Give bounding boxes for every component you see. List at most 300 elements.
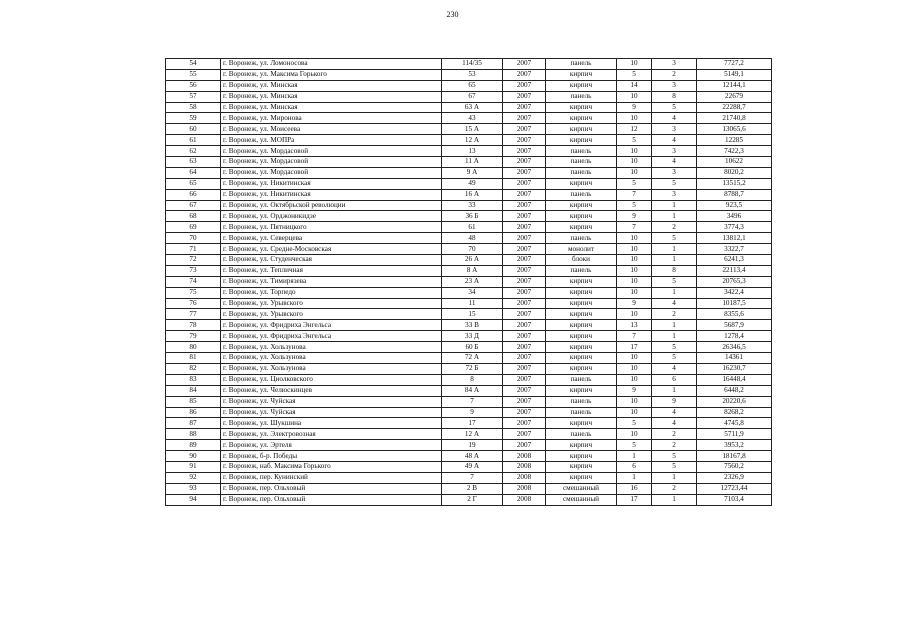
house-number-cell: 36 Б xyxy=(442,211,503,222)
table-row xyxy=(166,309,772,320)
table-row xyxy=(166,135,772,146)
entrances-cell: 1 xyxy=(652,200,697,211)
house-number-cell: 114/35 xyxy=(442,59,503,70)
row-number-cell: 84 xyxy=(166,385,221,396)
address-cell: г. Воронеж, ул. Никитинская xyxy=(221,178,442,189)
year-cell: 2007 xyxy=(503,102,546,113)
row-number-cell: 64 xyxy=(166,167,221,178)
address-cell: г. Воронеж, ул. Орджоникидзе xyxy=(221,211,442,222)
house-number-cell: 16 А xyxy=(442,189,503,200)
table-row xyxy=(166,374,772,385)
address-cell: г. Воронеж, ул. Ломоносова xyxy=(221,59,442,70)
address-cell: г. Воронеж, ул. Мордасовой xyxy=(221,167,442,178)
year-cell: 2007 xyxy=(503,363,546,374)
entrances-cell: 6 xyxy=(652,374,697,385)
wall-material-cell: кирпич xyxy=(546,124,617,135)
row-number-cell: 75 xyxy=(166,287,221,298)
entrances-cell: 3 xyxy=(652,124,697,135)
floors-cell: 13 xyxy=(617,320,652,331)
wall-material-cell: кирпич xyxy=(546,178,617,189)
house-number-cell: 67 xyxy=(442,91,503,102)
house-number-cell: 26 А xyxy=(442,255,503,266)
row-number-cell: 92 xyxy=(166,472,221,483)
year-cell: 2007 xyxy=(503,265,546,276)
floors-cell: 9 xyxy=(617,298,652,309)
row-number-cell: 59 xyxy=(166,113,221,124)
floors-cell: 5 xyxy=(617,418,652,429)
year-cell: 2007 xyxy=(503,418,546,429)
house-number-cell: 49 А xyxy=(442,461,503,472)
area-cell: 923,5 xyxy=(697,200,772,211)
entrances-cell: 5 xyxy=(652,233,697,244)
floors-cell: 10 xyxy=(617,407,652,418)
address-cell: г. Воронеж, ул. Челюскинцев xyxy=(221,385,442,396)
house-number-cell: 19 xyxy=(442,440,503,451)
area-cell: 8355,6 xyxy=(697,309,772,320)
table-row xyxy=(166,396,772,407)
row-number-cell: 62 xyxy=(166,146,221,157)
area-cell: 10187,5 xyxy=(697,298,772,309)
wall-material-cell: панель xyxy=(546,59,617,70)
house-number-cell: 23 А xyxy=(442,276,503,287)
house-number-cell: 15 xyxy=(442,309,503,320)
table-row xyxy=(166,167,772,178)
address-cell: г. Воронеж, ул. Циолковского xyxy=(221,374,442,385)
house-number-cell: 48 xyxy=(442,233,503,244)
entrances-cell: 1 xyxy=(652,255,697,266)
entrances-cell: 4 xyxy=(652,418,697,429)
entrances-cell: 3 xyxy=(652,80,697,91)
floors-cell: 10 xyxy=(617,167,652,178)
address-cell: г. Воронеж, ул. МОПРа xyxy=(221,135,442,146)
table-row xyxy=(166,113,772,124)
year-cell: 2007 xyxy=(503,353,546,364)
table-row xyxy=(166,331,772,342)
house-number-cell: 63 А xyxy=(442,102,503,113)
entrances-cell: 1 xyxy=(652,472,697,483)
entrances-cell: 5 xyxy=(652,461,697,472)
house-number-cell: 9 А xyxy=(442,167,503,178)
floors-cell: 10 xyxy=(617,265,652,276)
table-row xyxy=(166,418,772,429)
area-cell: 5711,9 xyxy=(697,429,772,440)
entrances-cell: 2 xyxy=(652,429,697,440)
row-number-cell: 55 xyxy=(166,69,221,80)
year-cell: 2007 xyxy=(503,342,546,353)
house-number-cell: 34 xyxy=(442,287,503,298)
area-cell: 22288,7 xyxy=(697,102,772,113)
entrances-cell: 1 xyxy=(652,320,697,331)
row-number-cell: 89 xyxy=(166,440,221,451)
address-cell: г. Воронеж, ул. Тепличная xyxy=(221,265,442,276)
address-cell: г. Воронеж, ул. Мордасовой xyxy=(221,157,442,168)
house-number-cell: 7 xyxy=(442,472,503,483)
table-row xyxy=(166,342,772,353)
row-number-cell: 91 xyxy=(166,461,221,472)
house-number-cell: 8 А xyxy=(442,265,503,276)
area-cell: 16230,7 xyxy=(697,363,772,374)
house-number-cell: 15 А xyxy=(442,124,503,135)
row-number-cell: 57 xyxy=(166,91,221,102)
table-row xyxy=(166,320,772,331)
entrances-cell: 5 xyxy=(652,178,697,189)
floors-cell: 7 xyxy=(617,222,652,233)
floors-cell: 10 xyxy=(617,396,652,407)
floors-cell: 1 xyxy=(617,451,652,462)
area-cell: 12285 xyxy=(697,135,772,146)
row-number-cell: 93 xyxy=(166,483,221,494)
floors-cell: 16 xyxy=(617,483,652,494)
year-cell: 2007 xyxy=(503,276,546,287)
area-cell: 6448,2 xyxy=(697,385,772,396)
address-cell: г. Воронеж, ул. Хользунова xyxy=(221,353,442,364)
area-cell: 4745,8 xyxy=(697,418,772,429)
wall-material-cell: панель xyxy=(546,91,617,102)
area-cell: 13812,1 xyxy=(697,233,772,244)
floors-cell: 5 xyxy=(617,200,652,211)
entrances-cell: 8 xyxy=(652,265,697,276)
year-cell: 2007 xyxy=(503,244,546,255)
address-cell: г. Воронеж, ул. Урывского xyxy=(221,298,442,309)
house-number-cell: 7 xyxy=(442,396,503,407)
row-number-cell: 66 xyxy=(166,189,221,200)
address-cell: г. Воронеж, ул. Чуйская xyxy=(221,396,442,407)
floors-cell: 10 xyxy=(617,146,652,157)
house-number-cell: 60 Б xyxy=(442,342,503,353)
entrances-cell: 1 xyxy=(652,244,697,255)
year-cell: 2008 xyxy=(503,451,546,462)
house-number-cell: 65 xyxy=(442,80,503,91)
table-row xyxy=(166,244,772,255)
address-cell: г. Воронеж, ул. Пятницкого xyxy=(221,222,442,233)
address-cell: г. Воронеж, ул. Электровозная xyxy=(221,429,442,440)
area-cell: 1278,4 xyxy=(697,331,772,342)
row-number-cell: 73 xyxy=(166,265,221,276)
area-cell: 13065,6 xyxy=(697,124,772,135)
area-cell: 8020,2 xyxy=(697,167,772,178)
floors-cell: 10 xyxy=(617,429,652,440)
entrances-cell: 1 xyxy=(652,385,697,396)
address-cell: г. Воронеж, ул. Никитинская xyxy=(221,189,442,200)
area-cell: 7422,3 xyxy=(697,146,772,157)
address-cell: г. Воронеж, ул. Хользунова xyxy=(221,363,442,374)
year-cell: 2008 xyxy=(503,494,546,505)
wall-material-cell: панель xyxy=(546,189,617,200)
house-number-cell: 61 xyxy=(442,222,503,233)
table-row xyxy=(166,472,772,483)
wall-material-cell: монолит xyxy=(546,244,617,255)
address-cell: г. Воронеж, ул. Хользунова xyxy=(221,342,442,353)
row-number-cell: 69 xyxy=(166,222,221,233)
wall-material-cell: кирпич xyxy=(546,80,617,91)
area-cell: 26346,5 xyxy=(697,342,772,353)
house-number-cell: 49 xyxy=(442,178,503,189)
year-cell: 2007 xyxy=(503,178,546,189)
housing-register-table xyxy=(165,58,772,506)
year-cell: 2007 xyxy=(503,385,546,396)
house-number-cell: 2 Г xyxy=(442,494,503,505)
address-cell: г. Воронеж, наб. Максима Горького xyxy=(221,461,442,472)
floors-cell: 5 xyxy=(617,178,652,189)
row-number-cell: 88 xyxy=(166,429,221,440)
address-cell: г. Воронеж, ул. Тимирязева xyxy=(221,276,442,287)
address-cell: г. Воронеж, ул. Урывского xyxy=(221,309,442,320)
entrances-cell: 1 xyxy=(652,287,697,298)
table-row xyxy=(166,146,772,157)
address-cell: г. Воронеж, ул. Моисеева xyxy=(221,124,442,135)
entrances-cell: 2 xyxy=(652,222,697,233)
wall-material-cell: кирпич xyxy=(546,211,617,222)
house-number-cell: 84 А xyxy=(442,385,503,396)
year-cell: 2007 xyxy=(503,80,546,91)
entrances-cell: 2 xyxy=(652,309,697,320)
row-number-cell: 85 xyxy=(166,396,221,407)
address-cell: г. Воронеж, ул. Шукшина xyxy=(221,418,442,429)
floors-cell: 10 xyxy=(617,157,652,168)
area-cell: 12723,44 xyxy=(697,483,772,494)
entrances-cell: 5 xyxy=(652,342,697,353)
year-cell: 2008 xyxy=(503,472,546,483)
entrances-cell: 3 xyxy=(652,189,697,200)
address-cell: г. Воронеж, пер. Ольховый xyxy=(221,483,442,494)
year-cell: 2008 xyxy=(503,483,546,494)
row-number-cell: 87 xyxy=(166,418,221,429)
table-row xyxy=(166,363,772,374)
row-number-cell: 65 xyxy=(166,178,221,189)
area-cell: 5149,1 xyxy=(697,69,772,80)
wall-material-cell: кирпич xyxy=(546,320,617,331)
wall-material-cell: блоки xyxy=(546,255,617,266)
year-cell: 2007 xyxy=(503,167,546,178)
year-cell: 2007 xyxy=(503,135,546,146)
area-cell: 5687,9 xyxy=(697,320,772,331)
area-cell: 14361 xyxy=(697,353,772,364)
floors-cell: 10 xyxy=(617,59,652,70)
entrances-cell: 1 xyxy=(652,494,697,505)
wall-material-cell: панель xyxy=(546,157,617,168)
address-cell: г. Воронеж, пер. Ольховый xyxy=(221,494,442,505)
year-cell: 2007 xyxy=(503,59,546,70)
house-number-cell: 33 В xyxy=(442,320,503,331)
floors-cell: 10 xyxy=(617,276,652,287)
wall-material-cell: кирпич xyxy=(546,309,617,320)
table-row xyxy=(166,385,772,396)
wall-material-cell: кирпич xyxy=(546,440,617,451)
wall-material-cell: кирпич xyxy=(546,276,617,287)
floors-cell: 7 xyxy=(617,331,652,342)
address-cell: г. Воронеж, ул. Минская xyxy=(221,91,442,102)
house-number-cell: 72 А xyxy=(442,353,503,364)
year-cell: 2007 xyxy=(503,320,546,331)
table-row xyxy=(166,233,772,244)
row-number-cell: 54 xyxy=(166,59,221,70)
table-row xyxy=(166,157,772,168)
row-number-cell: 71 xyxy=(166,244,221,255)
table-row xyxy=(166,178,772,189)
area-cell: 20220,6 xyxy=(697,396,772,407)
entrances-cell: 2 xyxy=(652,440,697,451)
entrances-cell: 5 xyxy=(652,353,697,364)
year-cell: 2007 xyxy=(503,309,546,320)
year-cell: 2007 xyxy=(503,211,546,222)
area-cell: 7560,2 xyxy=(697,461,772,472)
house-number-cell: 70 xyxy=(442,244,503,255)
house-number-cell: 33 xyxy=(442,200,503,211)
wall-material-cell: панель xyxy=(546,265,617,276)
area-cell: 3774,3 xyxy=(697,222,772,233)
house-number-cell: 17 xyxy=(442,418,503,429)
wall-material-cell: кирпич xyxy=(546,69,617,80)
row-number-cell: 86 xyxy=(166,407,221,418)
wall-material-cell: кирпич xyxy=(546,418,617,429)
row-number-cell: 94 xyxy=(166,494,221,505)
wall-material-cell: панель xyxy=(546,233,617,244)
entrances-cell: 2 xyxy=(652,69,697,80)
area-cell: 13515,2 xyxy=(697,178,772,189)
wall-material-cell: кирпич xyxy=(546,135,617,146)
entrances-cell: 5 xyxy=(652,276,697,287)
wall-material-cell: кирпич xyxy=(546,342,617,353)
year-cell: 2008 xyxy=(503,461,546,472)
wall-material-cell: кирпич xyxy=(546,298,617,309)
house-number-cell: 13 xyxy=(442,146,503,157)
table-row xyxy=(166,80,772,91)
row-number-cell: 56 xyxy=(166,80,221,91)
wall-material-cell: кирпич xyxy=(546,451,617,462)
entrances-cell: 1 xyxy=(652,331,697,342)
area-cell: 3953,2 xyxy=(697,440,772,451)
wall-material-cell: кирпич xyxy=(546,102,617,113)
address-cell: г. Воронеж, ул. Мордасовой xyxy=(221,146,442,157)
row-number-cell: 61 xyxy=(166,135,221,146)
entrances-cell: 9 xyxy=(652,396,697,407)
page-number: 230 xyxy=(446,10,459,19)
table-row xyxy=(166,124,772,135)
year-cell: 2007 xyxy=(503,331,546,342)
entrances-cell: 8 xyxy=(652,91,697,102)
year-cell: 2007 xyxy=(503,91,546,102)
area-cell: 7727,2 xyxy=(697,59,772,70)
entrances-cell: 2 xyxy=(652,483,697,494)
entrances-cell: 4 xyxy=(652,298,697,309)
area-cell: 21740,8 xyxy=(697,113,772,124)
area-cell: 20765,3 xyxy=(697,276,772,287)
row-number-cell: 72 xyxy=(166,255,221,266)
address-cell: г. Воронеж, пер. Кунинский xyxy=(221,472,442,483)
address-cell: г. Воронеж, ул. Фридриха Энгельса xyxy=(221,331,442,342)
table-row xyxy=(166,255,772,266)
address-cell: г. Воронеж, ул. Северцева xyxy=(221,233,442,244)
floors-cell: 1 xyxy=(617,472,652,483)
wall-material-cell: кирпич xyxy=(546,200,617,211)
area-cell: 3322,7 xyxy=(697,244,772,255)
row-number-cell: 80 xyxy=(166,342,221,353)
area-cell: 6241,3 xyxy=(697,255,772,266)
row-number-cell: 70 xyxy=(166,233,221,244)
entrances-cell: 3 xyxy=(652,146,697,157)
address-cell: г. Воронеж, ул. Минская xyxy=(221,102,442,113)
year-cell: 2007 xyxy=(503,440,546,451)
year-cell: 2007 xyxy=(503,429,546,440)
wall-material-cell: кирпич xyxy=(546,461,617,472)
floors-cell: 14 xyxy=(617,80,652,91)
entrances-cell: 4 xyxy=(652,407,697,418)
house-number-cell: 8 xyxy=(442,374,503,385)
table-row xyxy=(166,461,772,472)
wall-material-cell: панель xyxy=(546,374,617,385)
table-row xyxy=(166,211,772,222)
house-number-cell: 2 В xyxy=(442,483,503,494)
area-cell: 8788,7 xyxy=(697,189,772,200)
row-number-cell: 83 xyxy=(166,374,221,385)
entrances-cell: 3 xyxy=(652,167,697,178)
area-cell: 12144,1 xyxy=(697,80,772,91)
address-cell: г. Воронеж, ул. Фридриха Энгельса xyxy=(221,320,442,331)
house-number-cell: 43 xyxy=(442,113,503,124)
wall-material-cell: кирпич xyxy=(546,222,617,233)
floors-cell: 10 xyxy=(617,244,652,255)
row-number-cell: 79 xyxy=(166,331,221,342)
entrances-cell: 5 xyxy=(652,102,697,113)
table-row xyxy=(166,429,772,440)
table-row xyxy=(166,407,772,418)
area-cell: 18167,8 xyxy=(697,451,772,462)
floors-cell: 9 xyxy=(617,385,652,396)
area-cell: 2326,9 xyxy=(697,472,772,483)
address-cell: г. Воронеж, ул. Минская xyxy=(221,80,442,91)
year-cell: 2007 xyxy=(503,396,546,407)
wall-material-cell: панель xyxy=(546,167,617,178)
floors-cell: 5 xyxy=(617,135,652,146)
area-cell: 7103,4 xyxy=(697,494,772,505)
year-cell: 2007 xyxy=(503,124,546,135)
year-cell: 2007 xyxy=(503,113,546,124)
year-cell: 2007 xyxy=(503,189,546,200)
floors-cell: 5 xyxy=(617,440,652,451)
area-cell: 8268,2 xyxy=(697,407,772,418)
house-number-cell: 11 xyxy=(442,298,503,309)
table-row xyxy=(166,265,772,276)
table-row xyxy=(166,353,772,364)
year-cell: 2007 xyxy=(503,222,546,233)
floors-cell: 10 xyxy=(617,113,652,124)
house-number-cell: 48 А xyxy=(442,451,503,462)
row-number-cell: 78 xyxy=(166,320,221,331)
table-row xyxy=(166,69,772,80)
house-number-cell: 12 А xyxy=(442,135,503,146)
table-row xyxy=(166,298,772,309)
floors-cell: 5 xyxy=(617,69,652,80)
entrances-cell: 4 xyxy=(652,363,697,374)
table-row xyxy=(166,440,772,451)
floors-cell: 17 xyxy=(617,494,652,505)
floors-cell: 10 xyxy=(617,353,652,364)
entrances-cell: 4 xyxy=(652,157,697,168)
wall-material-cell: панель xyxy=(546,396,617,407)
year-cell: 2007 xyxy=(503,255,546,266)
table-row xyxy=(166,222,772,233)
table-row xyxy=(166,451,772,462)
row-number-cell: 58 xyxy=(166,102,221,113)
floors-cell: 10 xyxy=(617,233,652,244)
wall-material-cell: панель xyxy=(546,429,617,440)
row-number-cell: 60 xyxy=(166,124,221,135)
wall-material-cell: кирпич xyxy=(546,363,617,374)
year-cell: 2007 xyxy=(503,200,546,211)
year-cell: 2007 xyxy=(503,157,546,168)
house-number-cell: 72 Б xyxy=(442,363,503,374)
address-cell: г. Воронеж, ул. Октябрьской революции xyxy=(221,200,442,211)
